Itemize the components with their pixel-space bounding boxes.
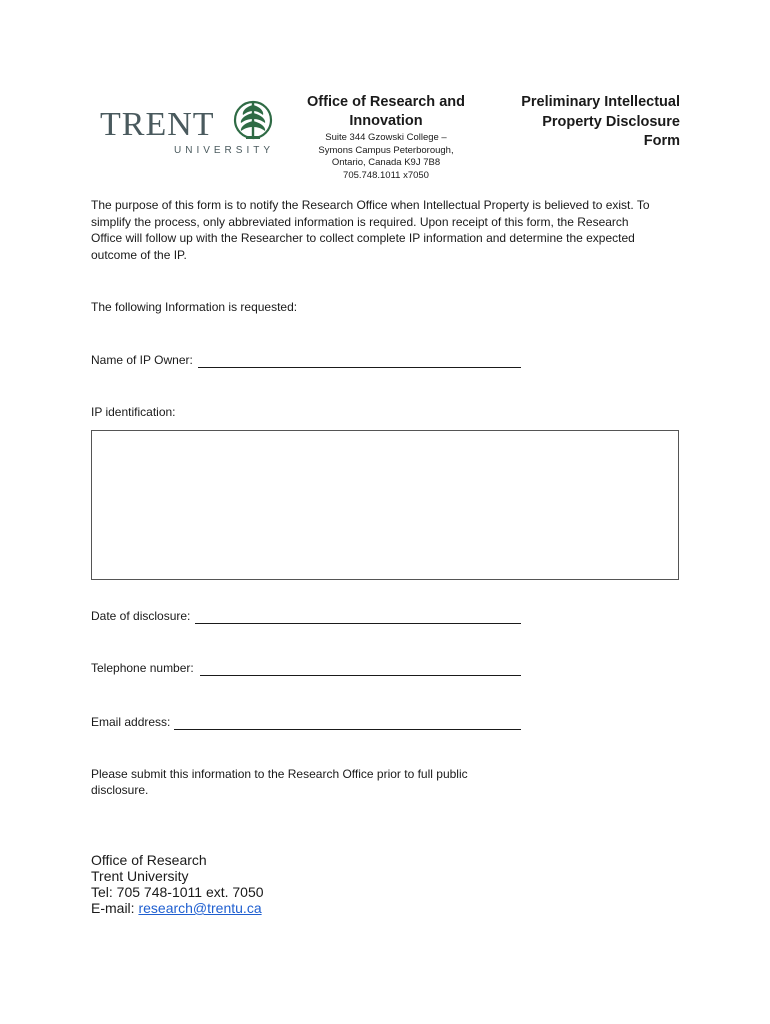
submit-note <box>91 766 511 798</box>
ip-identification-box[interactable] <box>91 430 679 580</box>
trent-crest-icon <box>232 98 274 144</box>
address-line: Ontario, Canada K9J 7B8 <box>331 157 441 168</box>
ip-owner-field[interactable] <box>91 352 511 370</box>
email-field[interactable] <box>91 714 511 732</box>
contact-email-prefix: E-mail: <box>91 900 139 916</box>
email-label: Email address: <box>91 715 171 729</box>
ip-owner-line[interactable] <box>198 367 521 368</box>
date-of-disclosure-label: Date of disclosure: <box>91 609 191 623</box>
contact-telephone: Tel: 705 748-1011 ext. 7050 <box>91 884 264 900</box>
logo-wordmark: TRENT <box>100 106 215 143</box>
address-line: 705.748.1011 x7050 <box>343 169 429 181</box>
form-title-line: Property Disclosure <box>542 113 680 130</box>
purpose-paragraph <box>91 197 683 263</box>
submit-note-line: disclosure. <box>91 783 149 797</box>
contact-block <box>91 852 264 916</box>
office-address <box>296 132 476 182</box>
form-title-line: Form <box>643 133 680 149</box>
form-title-line: Preliminary Intellectual <box>521 94 680 110</box>
ip-owner-label: Name of IP Owner: <box>91 353 193 367</box>
telephone-field[interactable] <box>91 660 511 678</box>
requested-intro: The following Information is requested: <box>91 300 298 314</box>
purpose-line: Office will follow up with the Researcher to collect complete IP information and determine the expected <box>91 231 635 245</box>
contact-email-row <box>91 900 264 916</box>
contact-office: Office of Research <box>91 852 207 868</box>
logo-subtext: UNIVERSITY <box>174 145 275 156</box>
ip-identification-label: IP identification: <box>91 405 176 419</box>
contact-university: Trent University <box>91 868 189 884</box>
address-line: Suite 344 Gzowski College – <box>325 132 447 143</box>
trent-university-logo <box>96 98 276 160</box>
submit-note-line: Please submit this information to the Research Office prior to full public <box>91 767 468 781</box>
purpose-line: outcome of the IP. <box>91 247 187 262</box>
form-title <box>500 93 680 152</box>
contact-email-link[interactable]: research@trentu.ca <box>138 900 262 916</box>
telephone-line[interactable] <box>200 675 521 676</box>
purpose-line: simplify the process, only abbreviated information is required. Upon receipt of this form, the Research <box>91 214 629 229</box>
office-title-line: Innovation <box>349 113 423 129</box>
purpose-line: The purpose of this form is to notify the Research Office when Intellectual Property is believed to exist. To <box>91 198 650 212</box>
date-of-disclosure-line[interactable] <box>195 623 521 624</box>
date-of-disclosure-field[interactable] <box>91 608 511 626</box>
office-title-line: Office of Research and <box>307 94 465 110</box>
telephone-label: Telephone number: <box>91 661 194 675</box>
office-title <box>296 93 476 131</box>
address-line: Symons Campus Peterborough, <box>318 144 454 156</box>
email-line[interactable] <box>174 729 521 730</box>
